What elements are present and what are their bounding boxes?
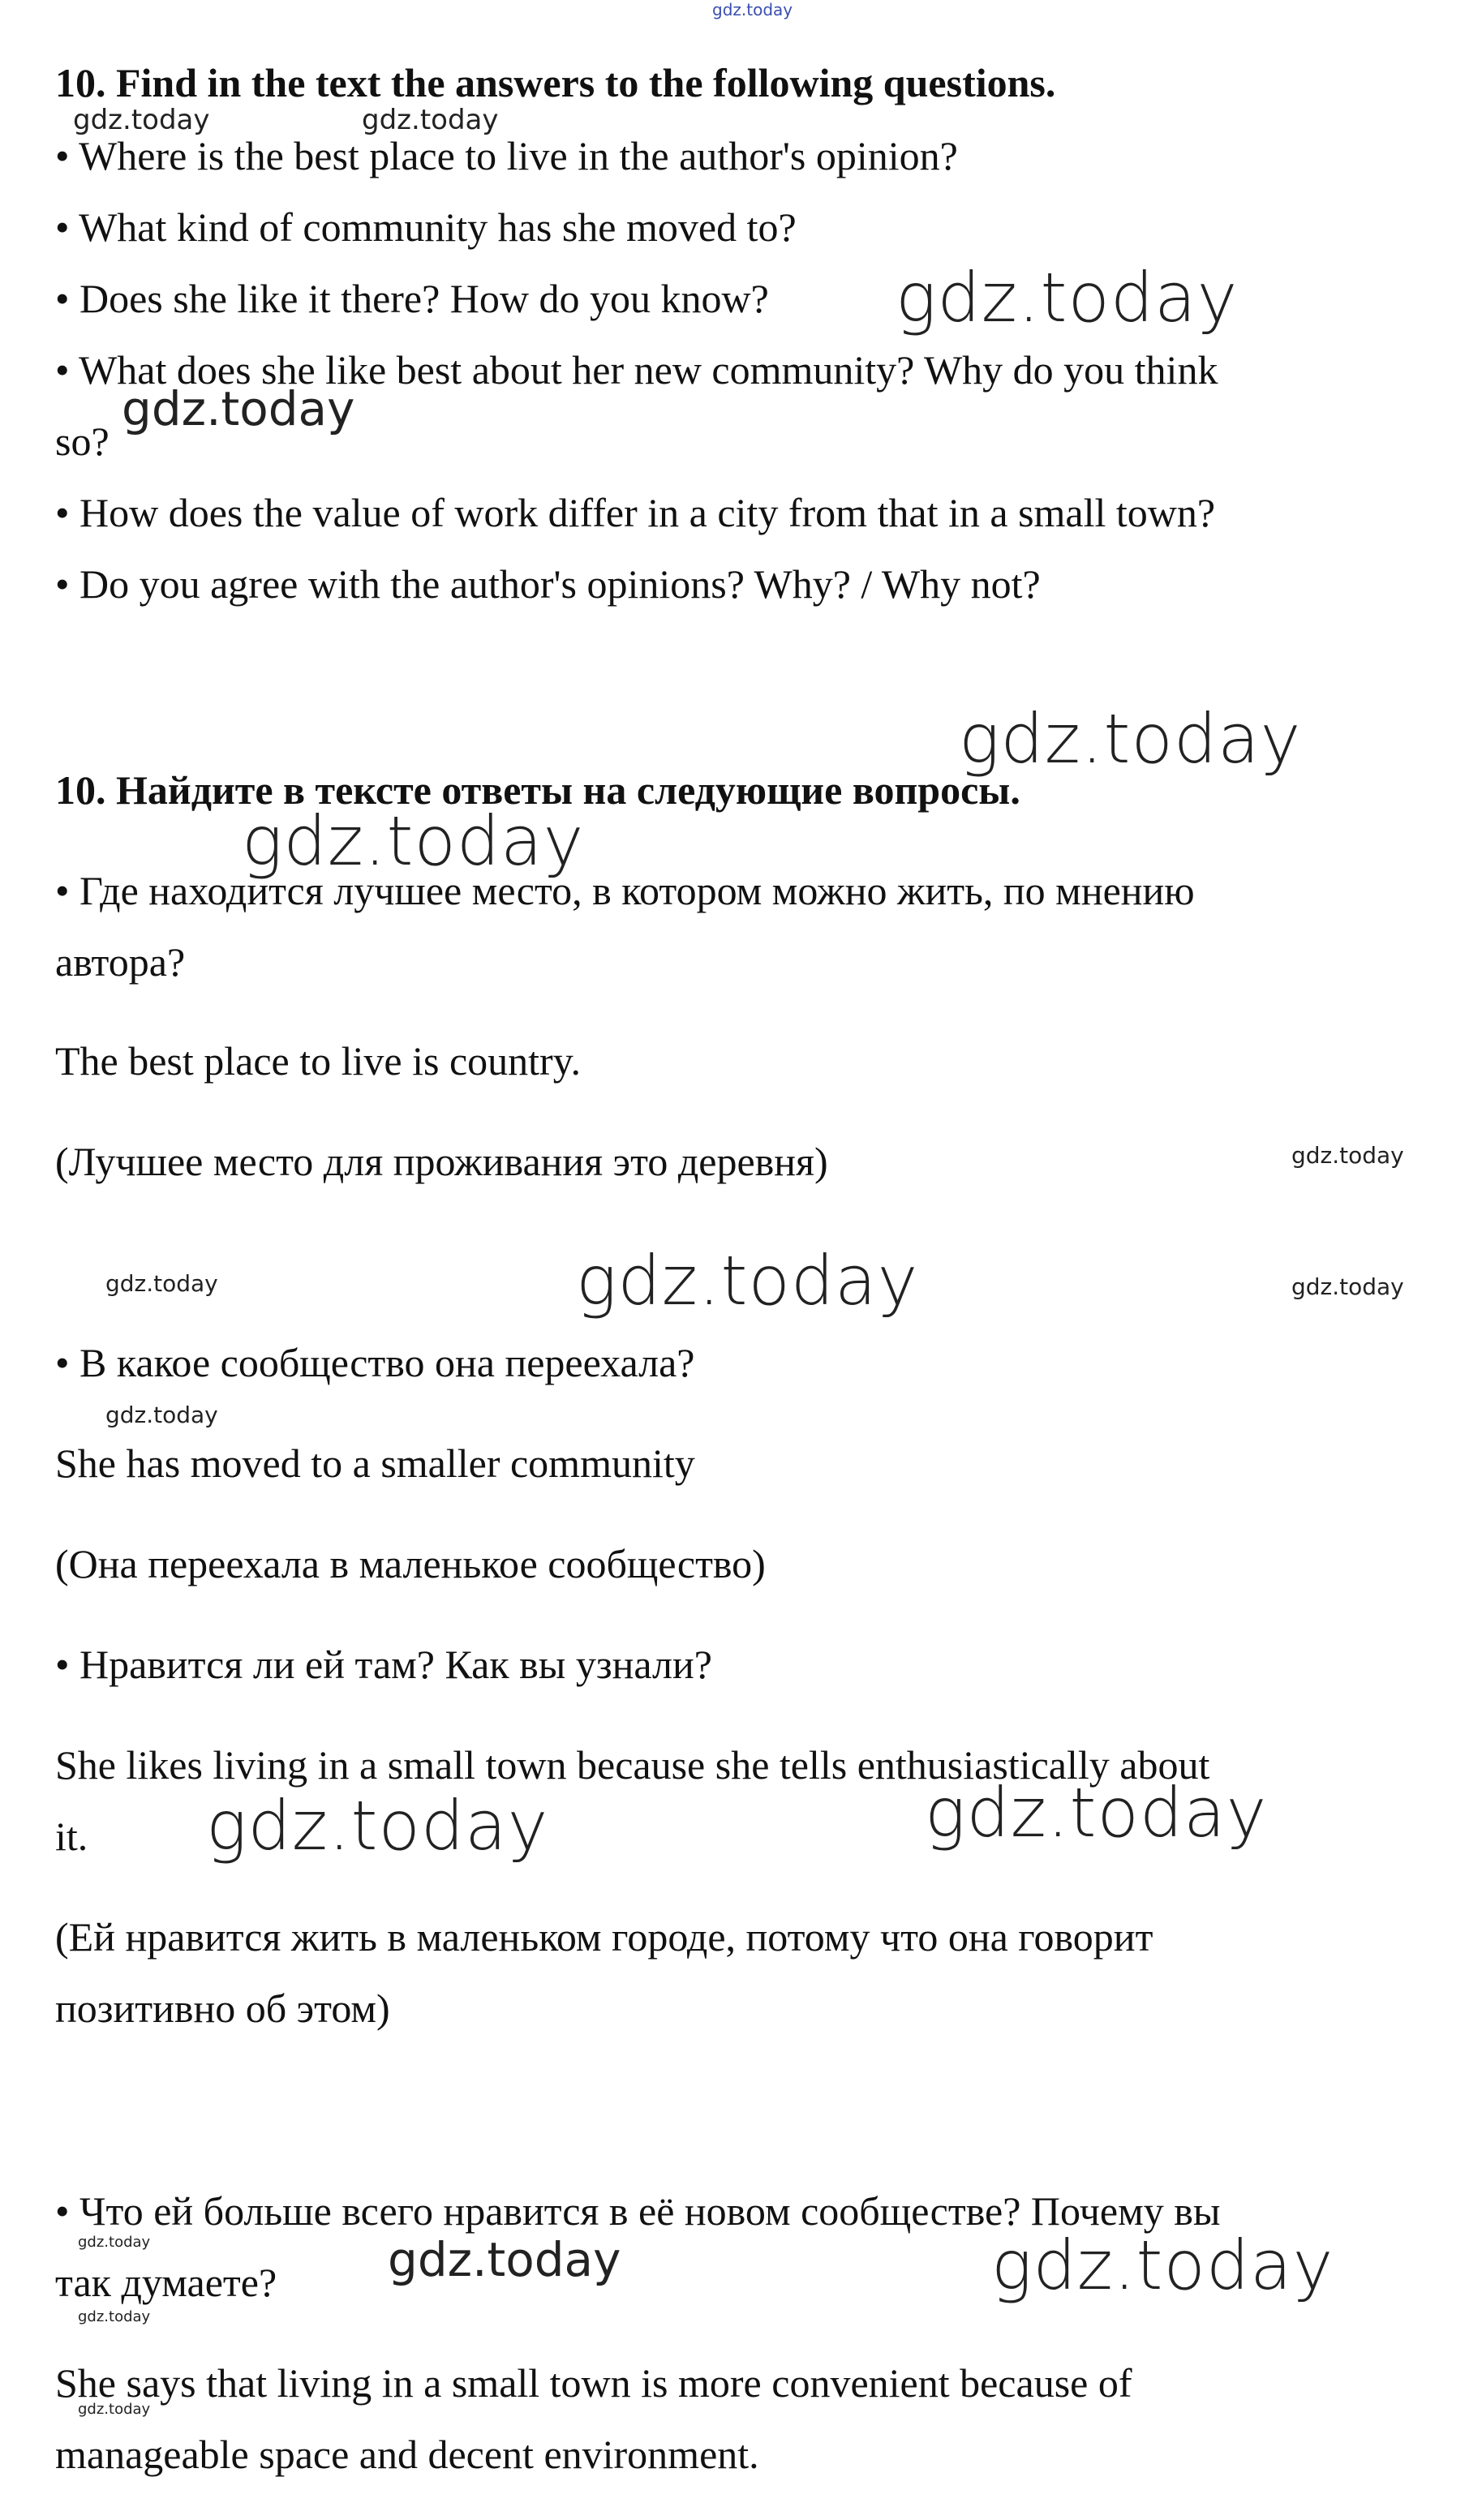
watermark: gdz.today [122, 381, 355, 436]
watermark: gdz.today [576, 1241, 919, 1320]
english-question: • Do you agree with the author's opinions? Why? / Why not? [55, 561, 1041, 607]
translation-text-continuation: позитивно об этом) [55, 1986, 390, 2031]
watermark: gdz.today [991, 2226, 1334, 2305]
english-question: • Where is the best place to live in the author's opinion? [55, 133, 958, 178]
answer-text: She likes living in a small town because she tells enthusiastically about [55, 1742, 1210, 1788]
translation-text: (Она переехала в маленькое сообщество) [55, 1541, 766, 1586]
translation-text: (Ей нравится жить в маленьком городе, потому что она говорит [55, 1914, 1153, 1960]
answer-text-continuation: it. [55, 1814, 88, 1859]
answer-text: The best place to live is country. [55, 1038, 581, 1084]
watermark: gdz.today [896, 258, 1239, 337]
translation-text: (Лучшее место для проживания это деревня) [55, 1139, 828, 1184]
watermark: gdz.today [105, 1402, 218, 1428]
watermark: gdz.today [73, 104, 210, 136]
russian-question-continuation: так думаете? [55, 2260, 277, 2305]
watermark: gdz.today [388, 2232, 621, 2287]
watermark: gdz.today [362, 104, 499, 136]
watermark: gdz.today [925, 1773, 1268, 1852]
watermark: gdz.today [78, 2234, 151, 2251]
english-question-continuation: so? [55, 419, 110, 464]
english-question: • What kind of community has she moved to? [55, 204, 797, 250]
russian-question-continuation: автора? [55, 939, 186, 985]
english-question: • What does she like best about her new community? Why do you think [55, 347, 1218, 393]
watermark: gdz.today [105, 1270, 218, 1297]
russian-question: • Нравится ли ей там? Как вы узнали? [55, 1642, 712, 1687]
english-heading: 10. Find in the text the answers to the following questions. [55, 60, 1056, 105]
watermark: gdz.today [1291, 1273, 1404, 1300]
english-question: • How does the value of work differ in a city from that in a small town? [55, 490, 1216, 535]
answer-text: She says that living in a small town is more convenient because of [55, 2360, 1132, 2406]
watermark: gdz.today [78, 2401, 151, 2418]
watermark: gdz.today [712, 0, 793, 19]
watermark: gdz.today [78, 2308, 151, 2325]
russian-question: • В какое сообщество она переехала? [55, 1340, 695, 1385]
watermark: gdz.today [242, 801, 585, 881]
answer-text-continuation: manageable space and decent environment. [55, 2432, 759, 2477]
russian-question: • Что ей больше всего нравится в её новом сообществе? Почему вы [55, 2188, 1221, 2234]
watermark: gdz.today [959, 699, 1302, 779]
english-question: • Does she like it there? How do you know? [55, 276, 769, 321]
watermark: gdz.today [206, 1786, 549, 1865]
russian-heading: 10. Найдите в тексте ответы на следующие вопросы. [55, 767, 1020, 813]
answer-text: She has moved to a smaller community [55, 1440, 695, 1486]
russian-question: • Где находится лучшее место, в котором можно жить, по мнению [55, 868, 1195, 913]
watermark: gdz.today [1291, 1142, 1404, 1169]
